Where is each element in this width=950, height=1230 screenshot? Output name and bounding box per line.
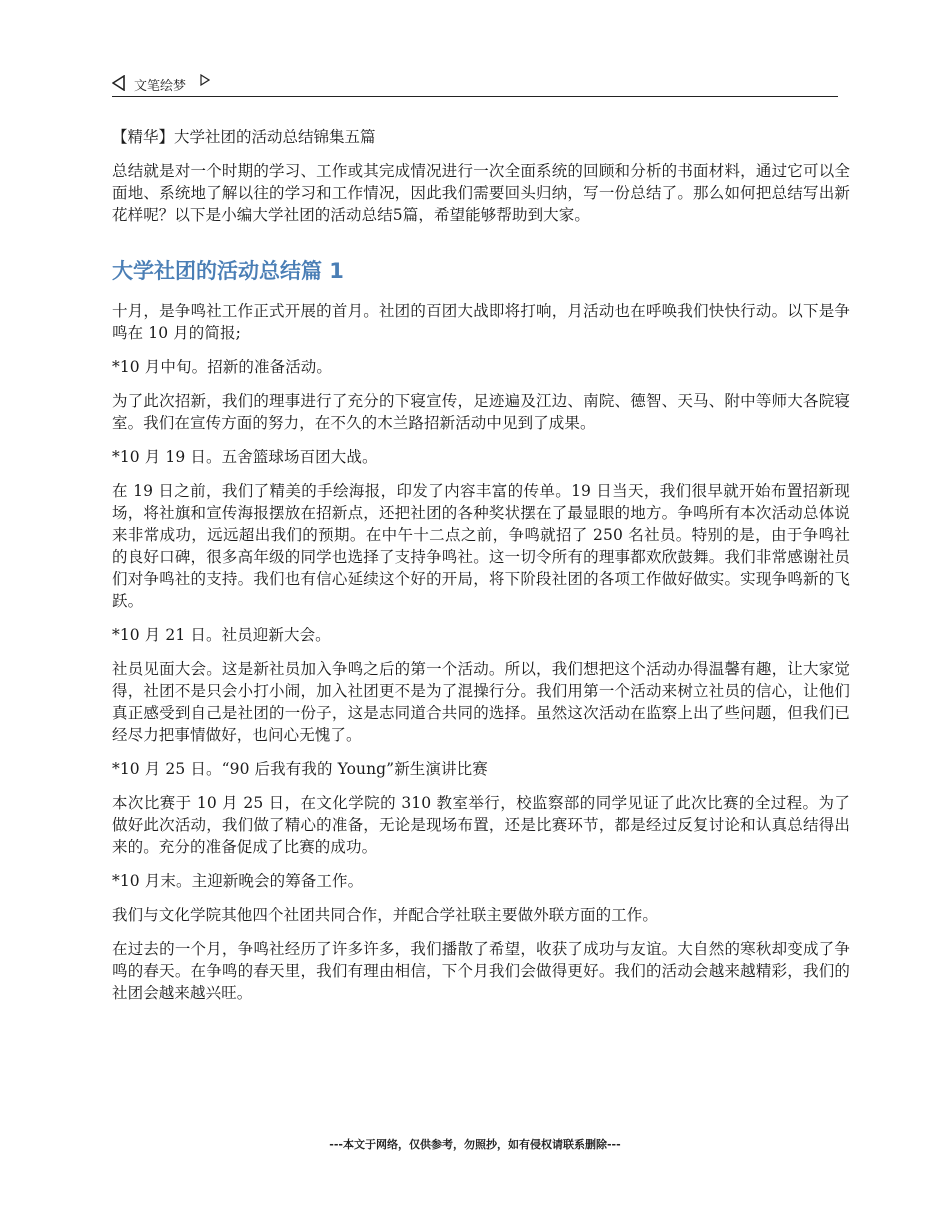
footer-notice: ---本文于网络，仅供参考，勿照抄，如有侵权请联系删除---: [329, 1138, 621, 1151]
body-paragraph: *10 月中旬。招新的准备活动。: [112, 358, 333, 376]
page-header: [112, 72, 838, 97]
body-paragraph: 社员见面大会。这是新社员加入争鸣之后的第一个活动。所以，我们想把这个活动办得温馨有趣，让大家觉得，社团不是只会小打小闹，加入社团更不是为了混操行分。我们用第一个活动来树立社员的信心，让他们真正感受到自己是社团的一份子，这是志同道合共同的选择。虽然这次活动在监察上出了些问题，但我们已经尽力把事情做好，也问心无愧了。: [112, 660, 850, 744]
document-body: [112, 126, 850, 1016]
document-title: 【精华】大学社团的活动总结锦集五篇: [112, 128, 376, 146]
header-brand: 文笔绘梦: [134, 79, 187, 94]
triangle-left-icon: [112, 75, 126, 91]
body-paragraph: 十月，是争鸣社工作正式开展的首月。社团的百团大战即将打响，月活动也在呼唤我们快快行动。以下是争鸣在 10 月的简报;: [112, 302, 850, 342]
body-paragraph: *10 月末。主迎新晚会的筹备工作。: [112, 872, 364, 890]
body-paragraph: *10 月 19 日。五舍篮球场百团大战。: [112, 448, 378, 466]
intro-paragraph: 总结就是对一个时期的学习、工作或其完成情况进行一次全面系统的回顾和分析的书面材料，通过它可以全面地、系统地了解以往的学习和工作情况，因此我们需要回头归纳，写一份总结了。那么如何把总结写出新花样呢？以下是小编大学社团的活动总结5篇，希望能够帮助到大家。: [112, 162, 850, 224]
body-paragraph: 为了此次招新，我们的理事进行了充分的下寝宣传，足迹遍及江边、南院、德智、天马、附中等师大各院寝室。我们在宣传方面的努力，在不久的木兰路招新活动中见到了成果。: [112, 392, 850, 432]
triangle-right-icon: [200, 74, 210, 86]
body-paragraph: 在 19 日之前，我们了精美的手绘海报，印发了内容丰富的传单。19 日当天，我们很早就开始布置招新现场，将社旗和宣传海报摆放在招新点，还把社团的各种奖状摆在了最显眼的地方。争鸣所有本次活动总体说来非常成功，远远超出我们的预期。在中午十二点之前，争鸣就招了 250 名社员。特别的是，由于争鸣社的良好口碑，很多高年级的同学也选择了支持争鸣社。这一切令所有的理事都欢欣鼓舞。我们非常感谢社员们对争鸣社的支持。我们也有信心延续这个好的开局，将下阶段社团的各项工作做好做实。实现争鸣新的飞跃。: [112, 482, 850, 610]
body-paragraph: 我们与文化学院其他四个社团共同合作，并配合学社联主要做外联方面的工作。: [112, 906, 659, 924]
body-paragraph: *10 月 25 日。“90 后我有我的 Young”新生演讲比赛: [112, 760, 488, 778]
body-paragraph: *10 月 21 日。社员迎新大会。: [112, 626, 331, 644]
section-heading: 大学社团的活动总结篇 1: [112, 259, 344, 283]
body-paragraph: 在过去的一个月，争鸣社经历了许多许多，我们播散了希望，收获了成功与友谊。大自然的寒秋却变成了争鸣的春天。在争鸣的春天里，我们有理由相信，下个月我们会做得更好。我们的活动会越来越精彩，我们的社团会越来越兴旺。: [112, 940, 850, 1002]
body-paragraph: 本次比赛于 10 月 25 日，在文化学院的 310 教室举行，校监察部的同学见证了此次比赛的全过程。为了做好此次活动，我们做了精心的准备，无论是现场布置，还是比赛环节，都是经过反复讨论和认真总结得出来的。充分的准备促成了比赛的成功。: [112, 794, 850, 856]
